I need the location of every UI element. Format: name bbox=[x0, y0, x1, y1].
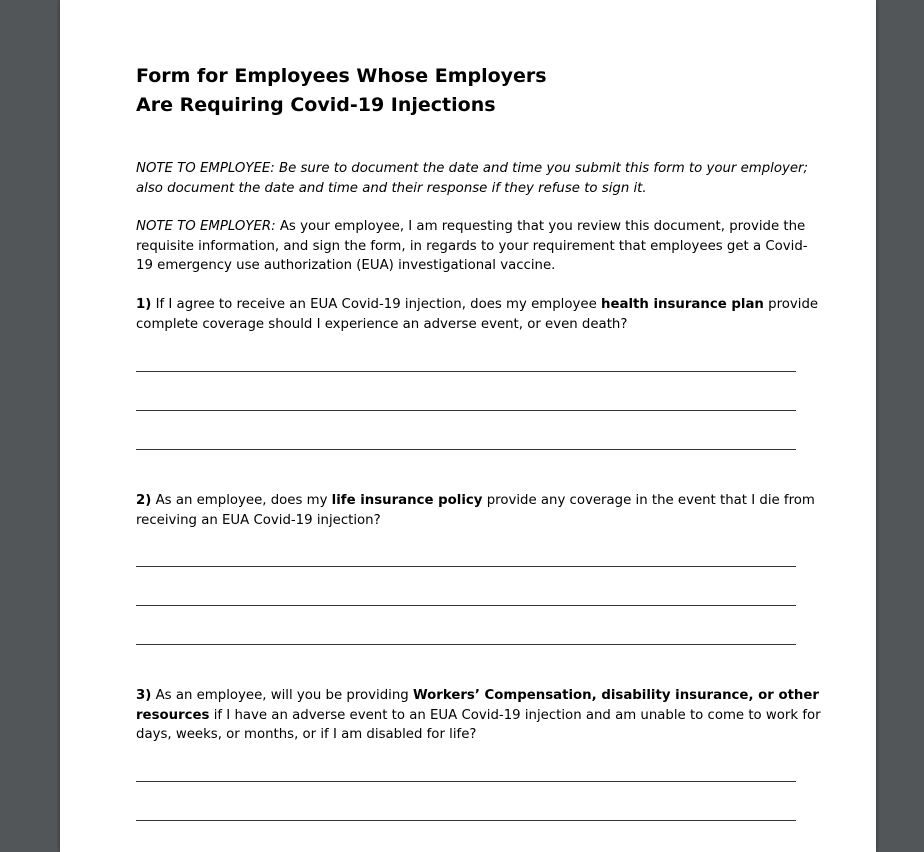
question-3-line-3: days, weeks, or months, or if I am disabled for life? bbox=[136, 727, 477, 742]
question-3-answer-line-2[interactable] bbox=[136, 820, 796, 821]
question-3-keyword-a: Workers’ Compensation, disability insurance, or other bbox=[412, 688, 819, 703]
question-2-keyword: life insurance policy bbox=[331, 493, 483, 508]
document-page bbox=[60, 0, 876, 852]
question-2-answer-line-3[interactable] bbox=[136, 644, 796, 645]
question-3-line-2 bbox=[136, 706, 821, 726]
form-title-line-1: Form for Employees Whose Employers bbox=[136, 65, 547, 87]
question-2-line-2: receiving an EUA Covid-19 injection? bbox=[136, 512, 381, 528]
question-3-text-b: if I have an adverse event to an EUA Covid-19 injection and am unable to come to work for bbox=[209, 707, 821, 723]
question-2 bbox=[136, 491, 815, 530]
question-2-text-b: provide any coverage in the event that I die from bbox=[482, 493, 815, 508]
question-3-keyword-b: resources bbox=[136, 707, 210, 723]
question-3-answer-line-1[interactable] bbox=[136, 781, 796, 782]
question-2-answer-line-1[interactable] bbox=[136, 566, 796, 567]
question-2-line-1 bbox=[136, 491, 815, 511]
question-1-number: 1) bbox=[136, 297, 152, 312]
question-2-answer-line-2[interactable] bbox=[136, 605, 796, 606]
question-3-text-a: As an employee, will you be providing bbox=[151, 688, 413, 703]
question-1-text-a: If I agree to receive an EUA Covid-19 injection, does my employee bbox=[151, 297, 601, 312]
note-to-employee-line-2: also document the date and time and their response if they refuse to sign it. bbox=[136, 180, 647, 196]
question-3 bbox=[136, 686, 821, 745]
question-1-line-1 bbox=[136, 295, 819, 315]
note-to-employer-lead: NOTE TO EMPLOYER: bbox=[136, 219, 276, 234]
note-to-employer bbox=[136, 217, 808, 276]
form-title-line-2: Are Requiring Covid-19 Injections bbox=[136, 94, 496, 116]
question-1-answer-line-3[interactable] bbox=[136, 449, 796, 450]
question-2-number: 2) bbox=[136, 493, 152, 508]
note-to-employer-line-1-text: As your employee, I am requesting that you review this document, provide the bbox=[275, 219, 806, 234]
question-1-line-2: complete coverage should I experience an adverse event, or even death? bbox=[136, 316, 628, 332]
note-to-employer-line-3: 19 emergency use authorization (EUA) investigational vaccine. bbox=[136, 258, 556, 273]
note-to-employee-line-1: NOTE TO EMPLOYEE: Be sure to document the date and time you submit this form to your employer; bbox=[136, 161, 808, 176]
question-2-text-a: As an employee, does my bbox=[151, 493, 332, 508]
note-to-employer-line-1 bbox=[136, 217, 806, 237]
question-3-line-1 bbox=[136, 686, 819, 706]
question-1-text-b: provide bbox=[763, 297, 819, 312]
question-1-answer-line-1[interactable] bbox=[136, 371, 796, 372]
form-title bbox=[136, 62, 800, 120]
question-1-answer-line-2[interactable] bbox=[136, 410, 796, 411]
note-to-employer-line-2: requisite information, and sign the form, in regards to your requirement that employees get a Covid- bbox=[136, 238, 808, 254]
question-1 bbox=[136, 295, 819, 334]
note-to-employee bbox=[136, 159, 808, 198]
question-1-keyword: health insurance plan bbox=[600, 297, 764, 312]
question-3-number: 3) bbox=[136, 688, 152, 703]
